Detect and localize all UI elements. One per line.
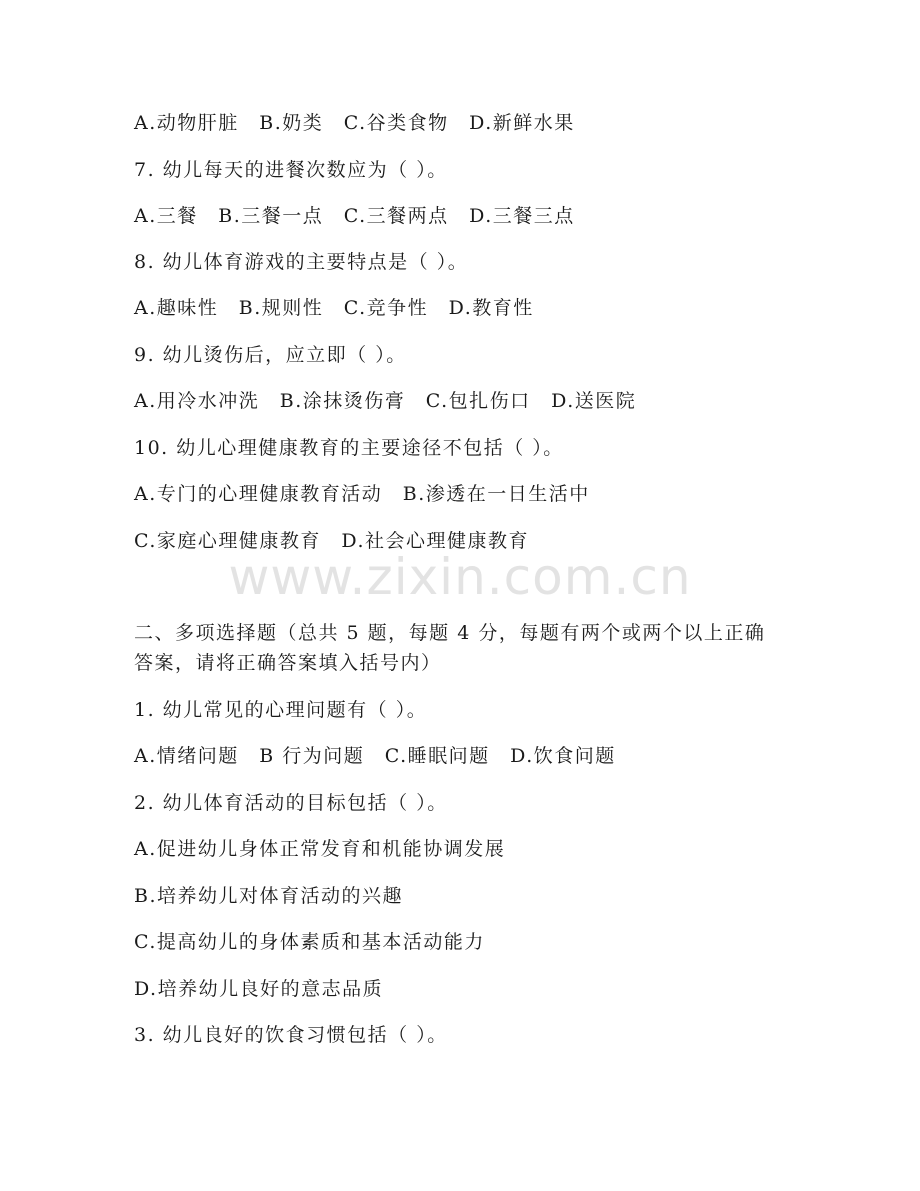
mc-option-q2-c: C.提高幼儿的身体素质和基本活动能力: [134, 931, 485, 953]
question-8: 8. 幼儿体育游戏的主要特点是（ ）。: [134, 251, 469, 273]
option-line-q10-ab: A.专门的心理健康教育活动 B.渗透在一日生活中: [134, 483, 590, 505]
option-line-q9: A.用冷水冲洗 B.涂抹烫伤膏 C.包扎伤口 D.送医院: [134, 390, 637, 412]
question-10: 10. 幼儿心理健康教育的主要途径不包括（ ）。: [134, 437, 564, 459]
mc-option-line-q1: A.情绪问题 B 行为问题 C.睡眠问题 D.饮食问题: [134, 745, 616, 767]
option-line-q10-cd: C.家庭心理健康教育 D.社会心理健康教育: [134, 530, 529, 552]
option-line-q8: A.趣味性 B.规则性 C.竞争性 D.教育性: [134, 297, 534, 319]
mc-option-q2-a: A.促进幼儿身体正常发育和机能协调发展: [134, 838, 506, 860]
mc-option-q2-d: D.培养幼儿良好的意志品质: [134, 978, 384, 1000]
mc-question-1: 1. 幼儿常见的心理问题有（ ）。: [134, 699, 428, 721]
section-heading-line-1: 二、多项选择题（总共 5 题，每题 4 分，每题有两个或两个以上正确: [134, 622, 766, 644]
option-line-q7: A.三餐 B.三餐一点 C.三餐两点 D.三餐三点: [134, 205, 575, 227]
mc-option-q2-b: B.培养幼儿对体育活动的兴趣: [134, 885, 404, 907]
watermark: www.zixin.com.cn: [228, 548, 692, 606]
section-heading-line-2: 答案，请将正确答案填入括号内）: [134, 652, 442, 674]
question-7: 7. 幼儿每天的进餐次数应为（ ）。: [134, 159, 448, 181]
mc-question-2: 2. 幼儿体育活动的目标包括（ ）。: [134, 792, 448, 814]
option-line-q6: A.动物肝脏 B.奶类 C.谷类食物 D.新鲜水果: [134, 112, 575, 134]
mc-question-3: 3. 幼儿良好的饮食习惯包括（ ）。: [134, 1024, 448, 1046]
question-9: 9. 幼儿烫伤后，应立即（ ）。: [134, 344, 407, 366]
